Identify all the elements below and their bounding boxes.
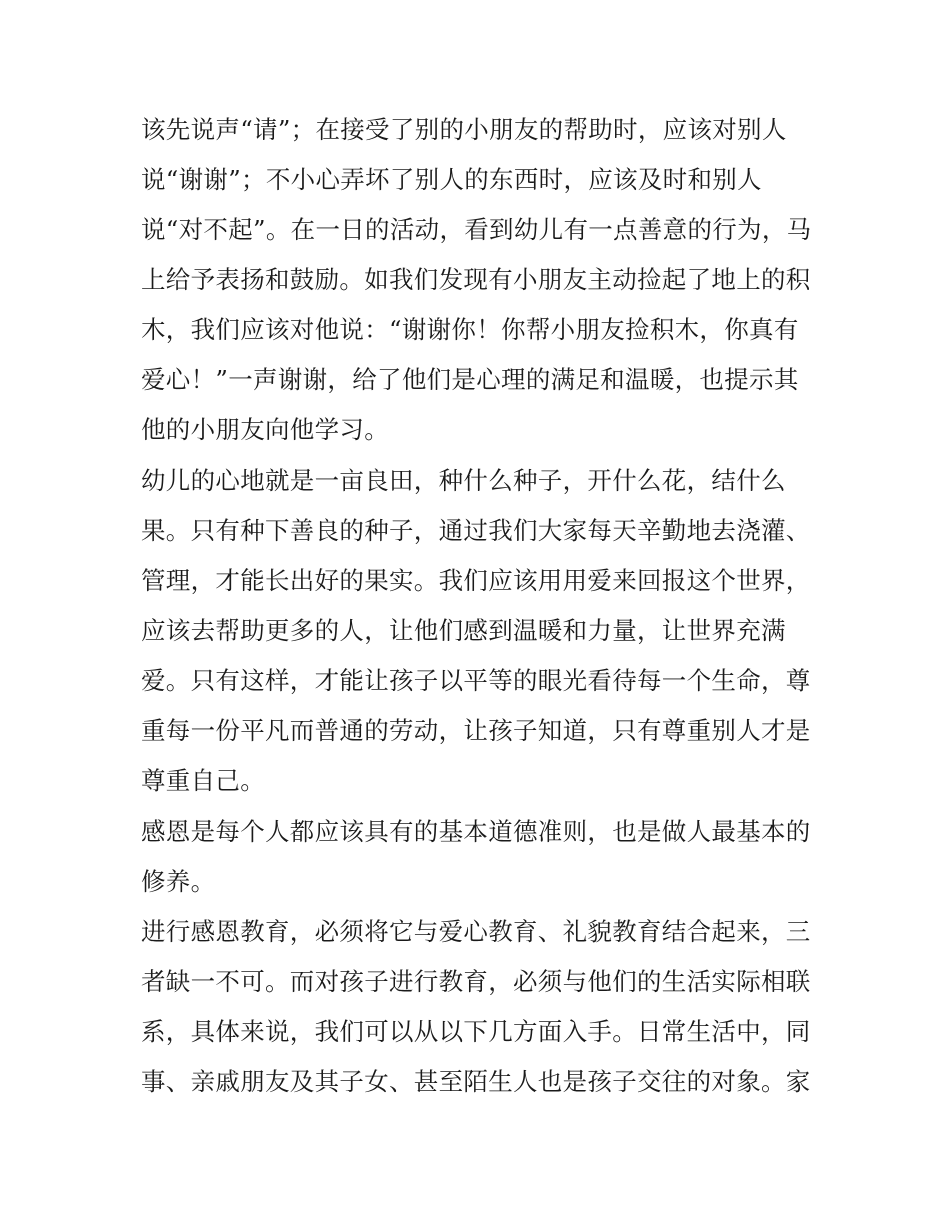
text-line: 尊重自己。 [141, 766, 265, 795]
text-line: 修养。 [141, 867, 216, 896]
text-line: 重每一份平凡而普通的劳动，让孩子知道，只有尊重别人才是 [141, 716, 811, 745]
text-line: 进行感恩教育，必须将它与爱心教育、礼貌教育结合起来，三 [141, 917, 811, 946]
text-line: 管理，才能长出好的果实。我们应该用用爱来回报这个世界， [141, 566, 811, 595]
text-line: 幼儿的心地就是一亩良田，种什么种子，开什么花，结什么 [141, 466, 786, 495]
text-line: 该先说声“请”；在接受了别的小朋友的帮助时，应该对别人 [141, 115, 787, 144]
text-line: 爱心！”一声谢谢，给了他们是心理的满足和温暖，也提示其 [141, 365, 799, 394]
text-line: 说“对不起”。在一日的活动，看到幼儿有一点善意的行为，马 [141, 215, 812, 244]
text-line: 者缺一不可。而对孩子进行教育，必须与他们的生活实际相联 [141, 967, 811, 996]
text-line: 说“谢谢”；不小心弄坏了别人的东西时，应该及时和别人 [141, 165, 762, 194]
text-line: 上给予表扬和鼓励。如我们发现有小朋友主动捡起了地上的积 [141, 265, 811, 294]
text-line: 应该去帮助更多的人，让他们感到温暖和力量，让世界充满 [141, 616, 786, 645]
text-line: 系，具体来说，我们可以从以下几方面入手。日常生活中，同 [141, 1017, 811, 1046]
text-line: 感恩是每个人都应该具有的基本道德准则，也是做人最基本的 [141, 817, 811, 846]
text-line: 果。只有种下善良的种子，通过我们大家每天辛勤地去浇灌、 [141, 516, 811, 545]
text-line: 事、亲戚朋友及其子女、甚至陌生人也是孩子交往的对象。家 [141, 1067, 811, 1096]
text-line: 他的小朋友向他学习。 [141, 415, 389, 444]
text-line: 爱。只有这样，才能让孩子以平等的眼光看待每一个生命，尊 [141, 666, 811, 695]
text-line: 木，我们应该对他说：“谢谢你！你帮小朋友捡积木，你真有 [141, 315, 799, 344]
